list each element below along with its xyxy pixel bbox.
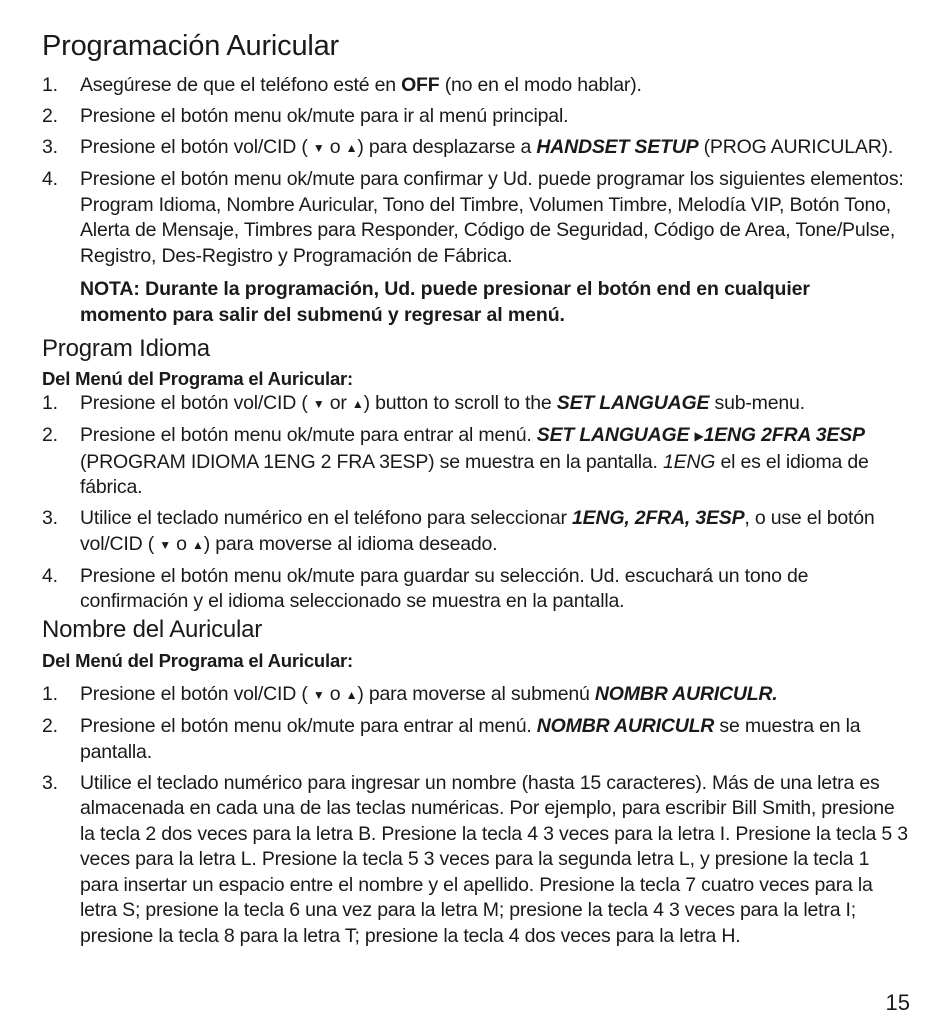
down-arrow-icon: ▼ (159, 537, 171, 552)
step-text: (no en el modo hablar). (439, 74, 642, 96)
section-subtitle-idioma: Del Menú del Programa el Auricular: (42, 368, 354, 389)
menu-options: 1ENG, 2FRA, 3ESP (572, 507, 745, 529)
section-subtitle-nombre: Del Menú del Programa el Auricular: (42, 650, 354, 671)
main-steps-list (0, 73, 950, 275)
list-item (0, 391, 908, 418)
step-text: el es el idioma de fábrica. (80, 450, 869, 498)
section-title-idioma: Program Idioma (42, 335, 210, 362)
menu-name: SET LANGUAGE (536, 424, 690, 446)
page-title: Programación Auricular (42, 30, 340, 62)
note-text: NOTA: Durante la programación, Ud. puede presionar el botón end en cualquier momento para salir del submenú y regresar al menú. (80, 278, 810, 326)
step-text: ) button to scroll to the (363, 392, 557, 414)
step-number: 4. (42, 168, 58, 190)
step-text: Presione el botón menu ok/mute para ir al menú principal. (80, 105, 569, 127)
step-number: 2. (42, 424, 58, 446)
up-arrow-icon: ▲ (192, 537, 204, 552)
step-number: 1. (42, 392, 58, 414)
list-item (0, 423, 908, 501)
step-text: se muestra en la pantalla. (80, 715, 861, 763)
step-number: 3. (42, 507, 58, 529)
step-text: Presione el botón vol/CID ( (80, 392, 308, 414)
step-text: or (324, 392, 352, 414)
step-number: 4. (42, 564, 58, 587)
step-text: Presione el botón menu ok/mute para guardar su selección. Ud. escuchará un tono de confirmación y el idioma seleccionado se muestra en la pantalla. (80, 564, 809, 612)
step-text: ) para desplazarse a (357, 136, 537, 158)
step-emphasis: OFF (401, 74, 440, 96)
nombre-steps-list (0, 682, 950, 955)
list-item (0, 682, 908, 709)
list-item (0, 771, 908, 950)
up-arrow-icon: ▲ (345, 141, 358, 155)
step-number: 1. (42, 683, 58, 705)
right-arrow-icon: ▶ (694, 429, 704, 443)
step-text: , o use el botón vol/CID ( (80, 507, 875, 555)
step-text: ) para moverse al submenú (357, 683, 595, 705)
step-text: Presione el botón vol/CID ( (80, 136, 308, 158)
step-text: o (170, 532, 193, 555)
list-item (0, 135, 908, 162)
list-item (0, 104, 908, 130)
step-text: o (324, 683, 346, 705)
step-number: 2. (42, 715, 58, 737)
menu-name: HANDSET SETUP (536, 136, 699, 158)
step-text: Presione el botón menu ok/mute para confirmar y Ud. puede programar los siguientes elementos: Program Idioma, Nombre Auricular, Tono del Timbre, Volumen Timbre, Melodía VIP, Botón Tono, Alerta de Mensaje, Timbres para Responder, Código de Seguridad, Código de Area, Tone/Pulse, Registro, Des-Registro y Programación de Fábrica. (80, 168, 904, 267)
step-text: ) para moverse al idioma deseado. (203, 532, 498, 555)
section-title-nombre: Nombre del Auricular (42, 616, 263, 643)
up-arrow-icon: ▲ (351, 397, 364, 411)
down-arrow-icon: ▼ (312, 397, 325, 411)
list-item (0, 714, 908, 765)
step-text: Utilice el teclado numérico en el teléfono para seleccionar (80, 507, 573, 529)
page-number: 15 (885, 990, 910, 1015)
step-text: (PROGRAM IDIOMA 1ENG 2 FRA 3ESP) se muestra en la pantalla. (80, 450, 663, 473)
step-text: Presione el botón vol/CID ( (80, 683, 308, 705)
list-item (0, 564, 908, 615)
step-text: Asegúrese de que el teléfono esté en (80, 74, 402, 96)
down-arrow-icon: ▼ (312, 688, 325, 702)
step-number: 2. (42, 105, 58, 127)
step-number: 3. (42, 771, 58, 794)
step-number: 3. (42, 136, 58, 158)
step-text: Presione el botón menu ok/mute para entrar al menú. (80, 424, 537, 446)
list-item (0, 167, 908, 269)
menu-name: NOMBR AURICULR (536, 715, 715, 737)
default-language: 1ENG (662, 450, 716, 473)
list-item (0, 73, 908, 99)
list-item (0, 506, 908, 558)
step-number: 1. (42, 74, 58, 96)
step-text: o (324, 136, 346, 158)
step-text: sub-menu. (709, 392, 805, 414)
up-arrow-icon: ▲ (345, 688, 358, 702)
idioma-steps-list (0, 391, 950, 620)
menu-name: NOMBR AURICULR. (594, 683, 778, 705)
step-text: Presione el botón menu ok/mute para entrar al menú. (80, 715, 537, 737)
menu-name: SET LANGUAGE (556, 392, 710, 414)
menu-options: 1ENG 2FRA 3ESP (703, 424, 865, 446)
step-text: Utilice el teclado numérico para ingresar un nombre (hasta 15 caracteres). Más de una letra es almacenada en cada una de las teclas numéricas. Por ejemplo, para escribir Bill Smith, presione la tecla 2 dos veces para la letra B. Presione la tecla 4 3 veces para la letra I. Presione la tecla 5 3 veces para la letra L. Presione la tecla 5 3 veces para la segunda letra L, y presione la tecla 1 para insertar un espacio entre el nombre y el apellido. Presione la tecla 7 cuatro veces para la letra S; presione la tecla 6 una vez para la letra M; presione la tecla 4 3 veces para la letra I; presione la tecla 8 para la letra T; presione la tecla 4 dos veces para la letra H. (80, 771, 908, 947)
step-text: (PROG AURICULAR). (698, 136, 894, 158)
down-arrow-icon: ▼ (312, 141, 325, 155)
